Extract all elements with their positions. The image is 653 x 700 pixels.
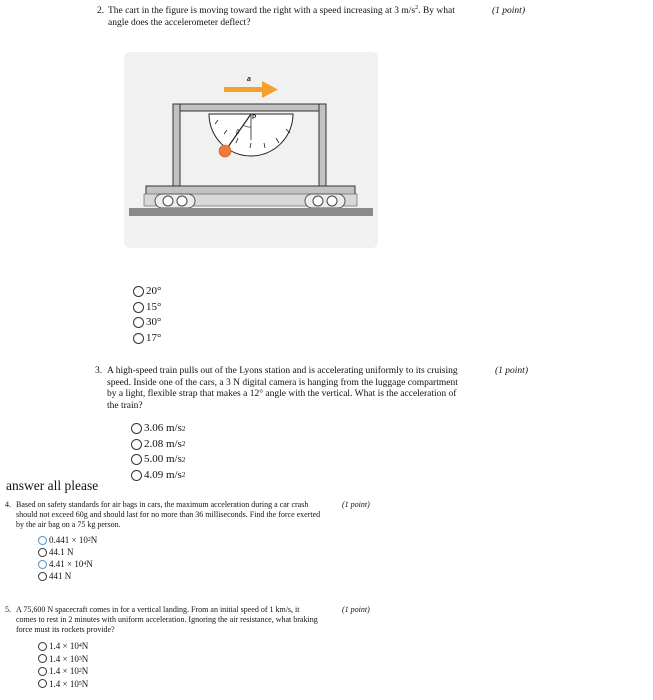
q5-line: force must its rockets provide? [16,625,115,634]
q5-options [38,640,88,690]
q4-option[interactable] [38,570,97,582]
radio-button[interactable] [133,333,144,344]
option-tail: N [90,535,98,545]
option-label: 5.00 m/s [144,453,182,465]
option-label: 44.1 N [49,547,74,557]
q3-option[interactable]: 3.06 m/s 2 [131,421,185,437]
q5-question-text [16,605,334,635]
q4-option[interactable]: 0.441 × 10 2 N [38,534,97,546]
acceleration-arrow-shaft [224,87,264,92]
radio-button[interactable] [38,642,47,651]
option-label: 0.441 × 10 [49,535,88,545]
radio-button[interactable] [38,548,47,557]
option-label: 1.4 × 10 [49,641,79,651]
option-tail: N [86,559,93,569]
q2-option[interactable] [133,300,161,316]
q5-option[interactable]: 1.4 × 10 2 N [38,665,88,678]
q5-line: A 75,600 N spacecraft comes in for a vertical landing. From an initial speed of 1 km/s, it [16,605,300,614]
q2-question-text [108,6,488,29]
q4-options [38,534,97,582]
q3-line: the train? [107,400,143,411]
frame-left [173,104,180,186]
radio-button[interactable] [38,654,47,663]
arrow-label: a [247,76,251,83]
q4-line: should not exceed 60g and should last for no more than 36 milliseconds. Find the force exerted [16,510,321,519]
option-label: 1.4 × 10 [49,653,79,664]
q4-line: by the air bag on a 75 kg person. [16,520,121,529]
q3-options [131,421,185,483]
q2-text-line1-end: . By what [418,6,455,16]
q3-number: 3. [95,366,103,376]
q3-question-text [107,366,487,412]
radio-button[interactable] [38,536,47,545]
option-label: 20° [146,285,162,297]
option-label: 17° [146,331,162,344]
option-label: 3.06 m/s [144,422,182,434]
option-tail: N [81,666,89,676]
q2-options [133,284,161,346]
q4-option[interactable] [38,546,97,558]
radio-button[interactable] [38,679,47,688]
q3-line: speed. Inside one of the cars, a 3 N digital camera is hanging from the luggage compartment [107,377,458,388]
q2-option[interactable] [133,331,161,347]
radio-button[interactable] [38,560,47,569]
q3-line: A high-speed train pulls out of the Lyons station and is accelerating uniformly to its cruising [107,366,458,376]
acceleration-arrow-head [262,81,278,98]
cart-figure [124,52,378,248]
q2-points: (1 point) [492,6,525,16]
option-label: 1.4 × 10 [49,678,79,689]
q2-number: 2. [97,6,105,16]
radio-button[interactable] [131,470,142,481]
radio-button[interactable] [38,667,47,676]
option-tail: N [81,653,89,664]
q5-points: (1 point) [342,605,370,614]
option-label: 1.4 × 10 [49,666,79,676]
radio-button[interactable] [133,302,144,313]
q5-number: 5. [5,605,11,614]
radio-button[interactable] [38,572,47,581]
radio-button[interactable] [131,423,142,434]
q4-line: Based on safety standards for air bags in cars, the maximum acceleration during a car crash [16,500,309,509]
right-wheel [305,194,345,208]
pendulum-bob [219,145,231,157]
left-wheel [155,194,195,208]
radio-button[interactable] [133,286,144,297]
frame-top [173,104,326,111]
q3-line: by a light, flexible strap that makes a 12° angle with the vertical. What is the acceleration of [107,389,457,399]
option-label: 30° [146,316,162,328]
frame-right [319,104,326,186]
label-beta: β [236,129,240,136]
q3-option[interactable]: 2.08 m/s 2 [131,437,185,453]
q3-points: (1 point) [495,366,528,376]
q4-number: 4. [5,500,11,509]
q5-line: comes to rest in 2 minutes with uniform acceleration. Ignoring the air resistance, what braking [16,615,318,624]
q4-question-text [16,500,334,530]
q4-points: (1 point) [342,500,370,509]
label-p: P [252,114,257,121]
cart-accelerometer-diagram [124,52,378,248]
q2-text-sup: 2 [415,4,419,11]
option-label: 2.08 m/s [144,437,182,450]
option-label: 4.09 m/s [144,468,182,481]
q2-option[interactable] [133,315,161,331]
q2-option[interactable] [133,284,161,300]
q3-option[interactable]: 4.09 m/s 2 [131,468,185,484]
q3-option[interactable]: 5.00 m/s 2 [131,452,185,468]
option-label: 4.41 × 10 [49,559,84,569]
option-tail: N [81,641,89,651]
option-tail: N [81,678,89,689]
q4-option[interactable]: 4.41 × 10 4 N [38,558,97,570]
q5-option[interactable]: 1.4 × 10 5 N [38,678,88,691]
q5-option[interactable]: 1.4 × 10 4 N [38,640,88,653]
q2-text-line2: angle does the accelerometer deflect? [108,17,251,28]
ground [129,208,373,216]
q5-option[interactable]: 1.4 × 10 3 N [38,653,88,666]
answer-note: answer all please [6,478,99,493]
radio-button[interactable] [131,454,142,465]
option-label: 15° [146,300,162,313]
radio-button[interactable] [133,317,144,328]
radio-button[interactable] [131,439,142,450]
q2-text-line1: The cart in the figure is moving toward the right with a speed increasing at 3 m/s [108,6,416,16]
option-label: 441 N [49,571,72,581]
